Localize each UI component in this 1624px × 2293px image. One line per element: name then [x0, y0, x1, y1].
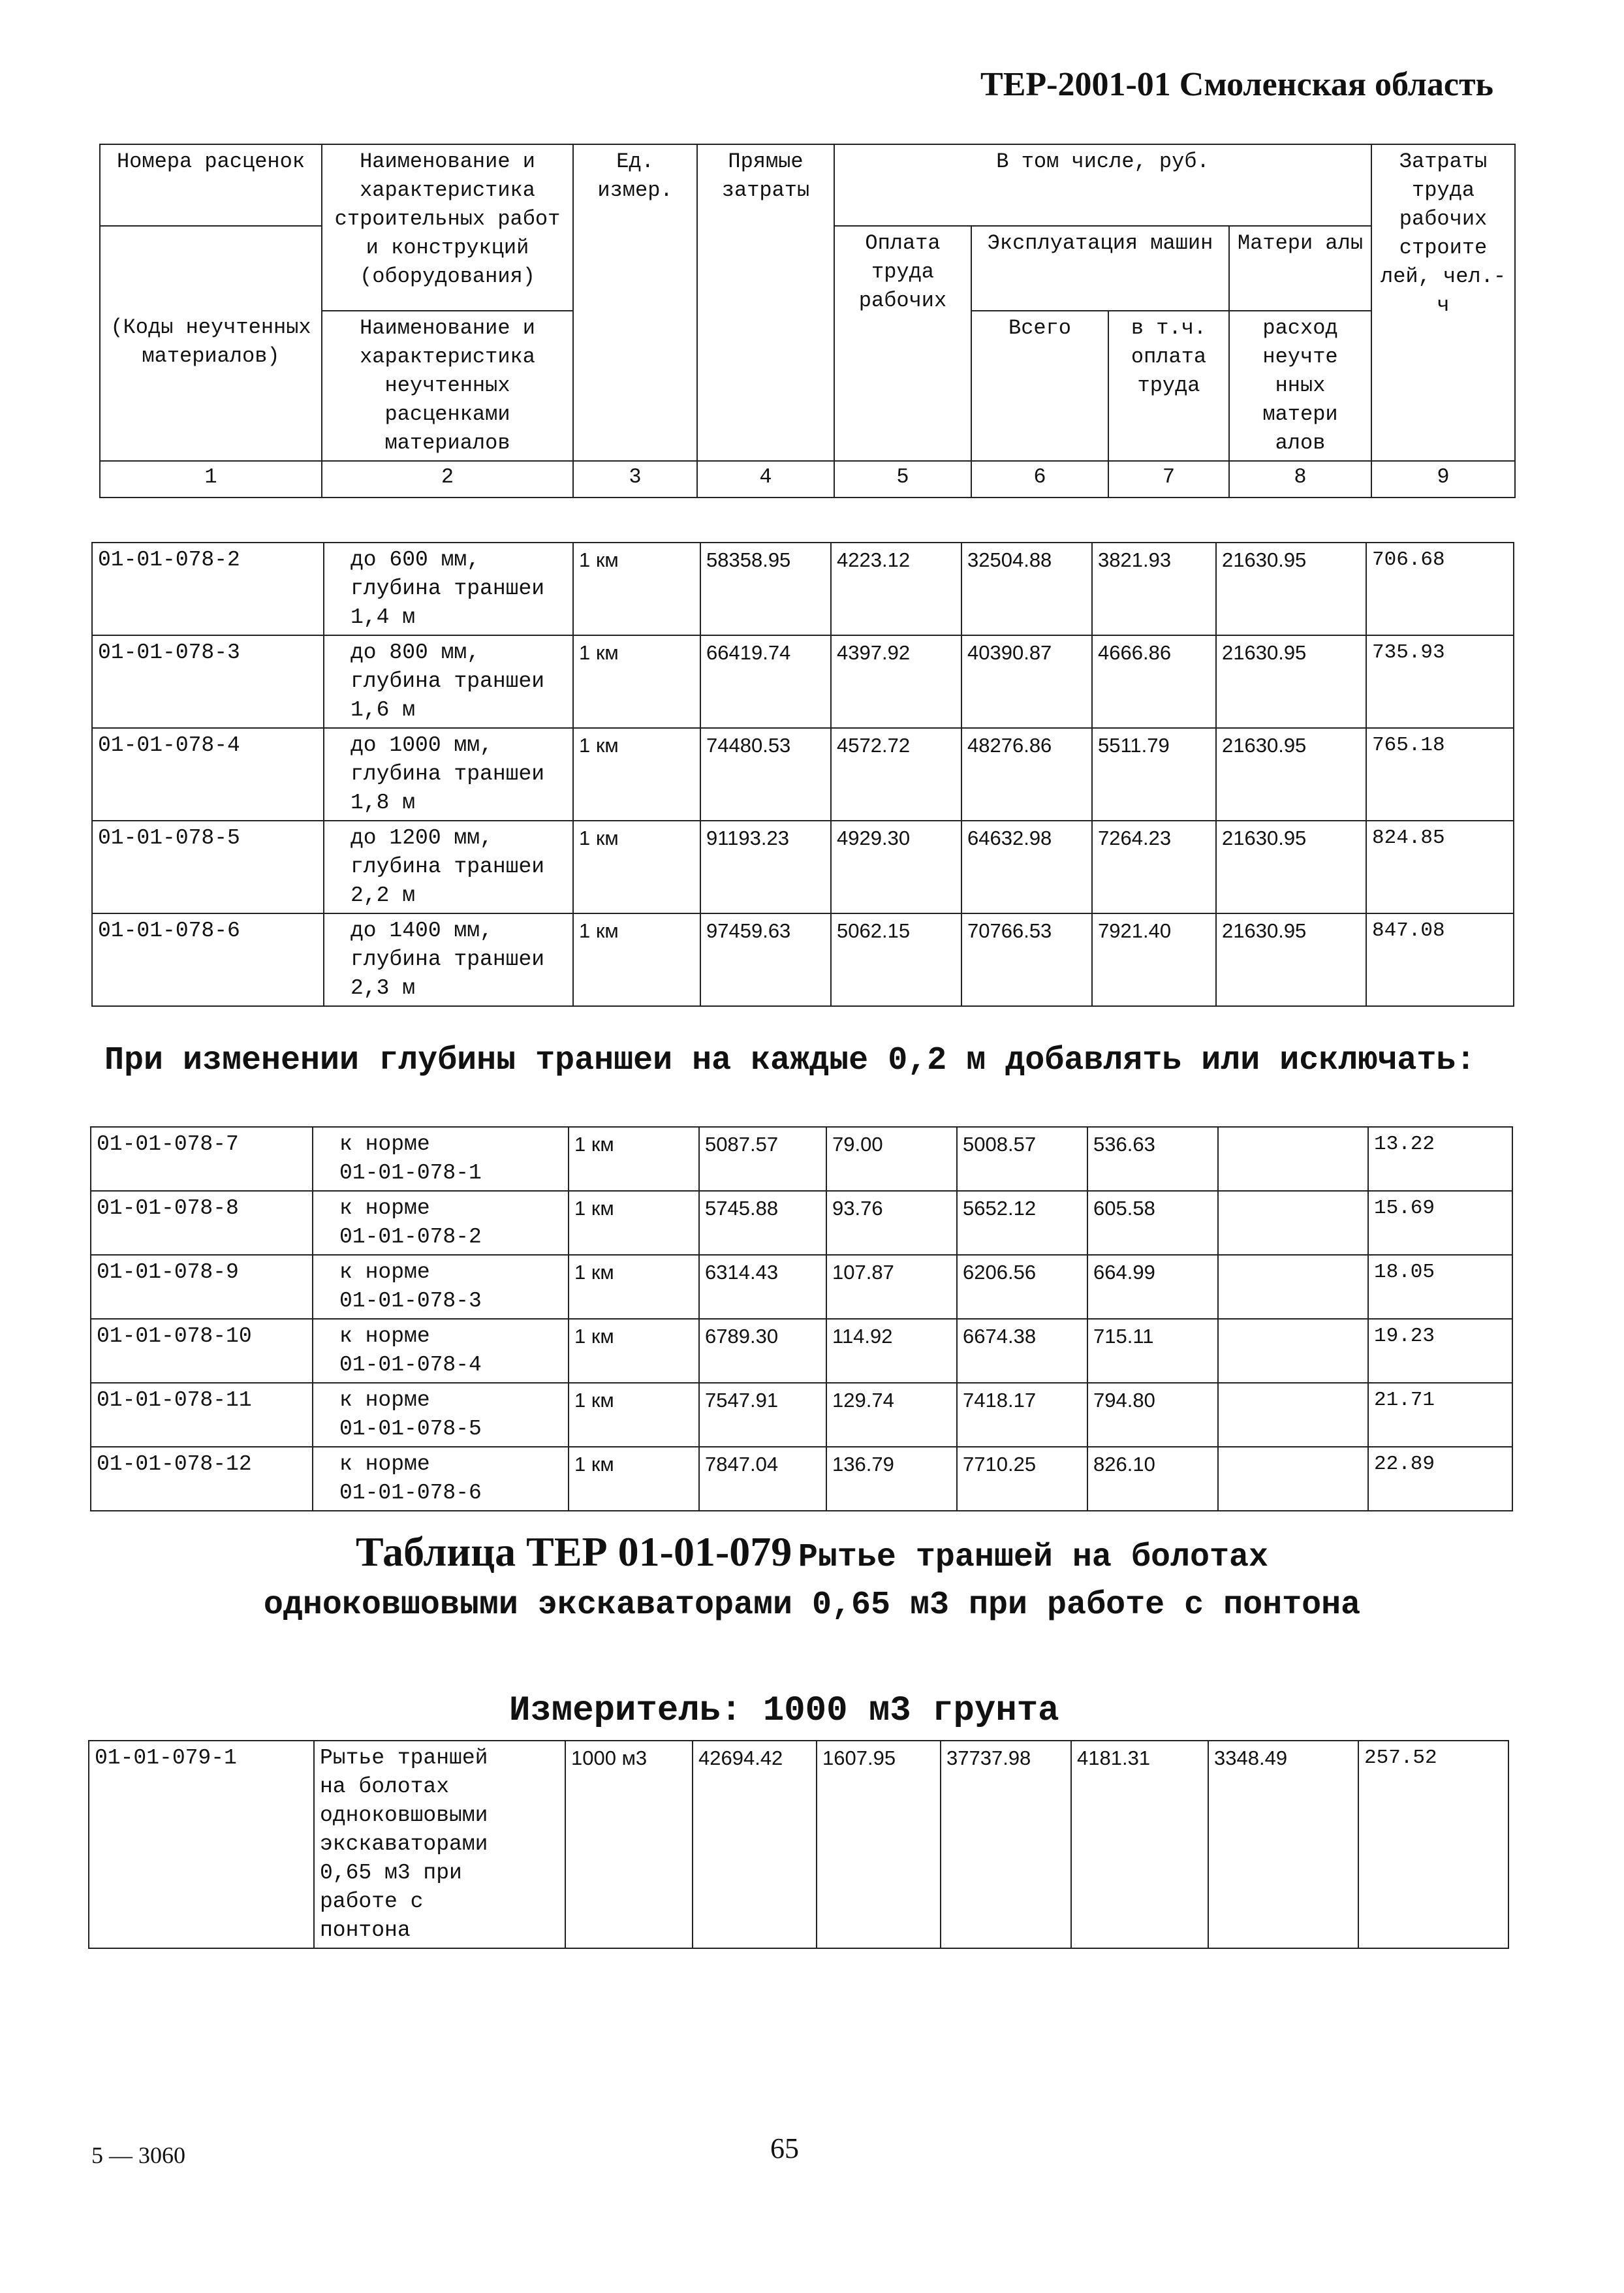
table-rates-079: [88, 1740, 1509, 1949]
cell-unit: 1 км: [569, 1191, 699, 1255]
cell-hours: 19.23: [1368, 1319, 1512, 1383]
cell-labor: 114.92: [826, 1319, 957, 1383]
cell-labor: 129.74: [826, 1383, 957, 1447]
cell-mach-labor: 536.63: [1087, 1127, 1218, 1191]
cell-mat: [1218, 1447, 1368, 1511]
cell-mach: 5008.57: [957, 1127, 1087, 1191]
cell-hours: 15.69: [1368, 1191, 1512, 1255]
cell-labor: 4572.72: [831, 728, 961, 821]
col-number: 9: [1371, 461, 1515, 498]
col-codes-header: Номера расценок: [100, 144, 322, 226]
cell-code: 01-01-078-3: [92, 635, 324, 728]
cell-mach-labor: 5511.79: [1092, 728, 1216, 821]
cell-unit: 1 км: [569, 1383, 699, 1447]
col-materials-header: Матери алы: [1229, 226, 1371, 311]
cell-desc: до 1000 мм, глубина траншеи 1,8 м: [324, 728, 573, 821]
cell-desc: Рытье траншей на болотах одноковшовыми экскаваторами 0,65 м3 при работе с понтона: [314, 1741, 565, 1948]
cell-direct: 91193.23: [700, 821, 831, 913]
col-unaccounted-usage-header: расход неучте нных матери алов: [1229, 311, 1371, 461]
col-number: 3: [573, 461, 697, 498]
cell-mach: 6674.38: [957, 1319, 1087, 1383]
cell-unit: 1 км: [569, 1255, 699, 1319]
cell-direct: 5087.57: [699, 1127, 826, 1191]
table-row: [91, 1191, 1512, 1255]
cell-desc: к норме 01-01-078-4: [313, 1319, 569, 1383]
cell-hours: 18.05: [1368, 1255, 1512, 1319]
cell-unit: 1 км: [569, 1319, 699, 1383]
cell-direct: 6789.30: [699, 1319, 826, 1383]
cell-unit: 1 км: [573, 913, 700, 1006]
table-row: [92, 543, 1514, 635]
cell-mach-labor: 7921.40: [1092, 913, 1216, 1006]
cell-code: 01-01-078-11: [91, 1383, 313, 1447]
cell-mach: 70766.53: [961, 913, 1092, 1006]
table-rates-078-a: [91, 542, 1514, 1007]
cell-mach-labor: 794.80: [1087, 1383, 1218, 1447]
cell-desc: до 800 мм, глубина траншеи 1,6 м: [324, 635, 573, 728]
cell-labor: 4223.12: [831, 543, 961, 635]
cell-labor: 79.00: [826, 1127, 957, 1191]
table-079-measure: Измеритель: 1000 м3 грунта: [509, 1691, 1059, 1731]
col-number: 6: [971, 461, 1108, 498]
cell-unit: 1 км: [573, 821, 700, 913]
table-079-title-line2: одноковшовыми экскаваторами 0,65 м3 при работе с понтона: [263, 1587, 1361, 1624]
cell-mach: 40390.87: [961, 635, 1092, 728]
cell-mach: 64632.98: [961, 821, 1092, 913]
cell-desc: к норме 01-01-078-6: [313, 1447, 569, 1511]
cell-code: 01-01-078-10: [91, 1319, 313, 1383]
cell-mach-labor: 7264.23: [1092, 821, 1216, 913]
cell-labor: 136.79: [826, 1447, 957, 1511]
cell-code: 01-01-078-5: [92, 821, 324, 913]
table-row: [91, 1383, 1512, 1447]
section-note: При изменении глубины траншеи на каждые 0,2 м добавлять или исключать:: [104, 1042, 1476, 1079]
table-row: [92, 728, 1514, 821]
col-machines-total-header: Всего: [971, 311, 1108, 461]
cell-direct: 5745.88: [699, 1191, 826, 1255]
col-number: 8: [1229, 461, 1371, 498]
table-row: [92, 913, 1514, 1006]
col-unaccounted-codes-header: (Коды неучтенных материалов): [100, 311, 322, 461]
page-number: 65: [770, 2132, 799, 2164]
cell-mach-labor: 664.99: [1087, 1255, 1218, 1319]
cell-direct: 58358.95: [700, 543, 831, 635]
cell-code: 01-01-079-1: [89, 1741, 314, 1948]
cell-desc: до 1400 мм, глубина траншеи 2,3 м: [324, 913, 573, 1006]
cell-mat: [1218, 1127, 1368, 1191]
cell-mat: [1218, 1191, 1368, 1255]
cell-mach: 5652.12: [957, 1191, 1087, 1255]
cell-hours: 847.08: [1366, 913, 1514, 1006]
col-number: 2: [322, 461, 573, 498]
cell-mach-labor: 605.58: [1087, 1191, 1218, 1255]
table-079-number: Таблица ТЕР 01-01-079: [356, 1528, 792, 1575]
table-079-title: [0, 1528, 1624, 1576]
cell-hours: 824.85: [1366, 821, 1514, 913]
cell-mach: 7710.25: [957, 1447, 1087, 1511]
cell-mat: [1218, 1255, 1368, 1319]
cell-hours: 765.18: [1366, 728, 1514, 821]
cell-labor: 4397.92: [831, 635, 961, 728]
cell-direct: 74480.53: [700, 728, 831, 821]
cell-mat: 21630.95: [1216, 543, 1366, 635]
table-row: [91, 1447, 1512, 1511]
col-direct-header: Прямые затраты: [697, 144, 834, 461]
col-machines-header: Эксплуатация машин: [971, 226, 1229, 311]
cell-code: 01-01-078-7: [91, 1127, 313, 1191]
cell-direct: 66419.74: [700, 635, 831, 728]
cell-mach-labor: 4181.31: [1071, 1741, 1208, 1948]
cell-code: 01-01-078-9: [91, 1255, 313, 1319]
cell-mach-labor: 715.11: [1087, 1319, 1218, 1383]
col-name-header: Наименование и характеристика строительных работ и конструкций (оборудования): [322, 144, 573, 311]
cell-code: 01-01-078-12: [91, 1447, 313, 1511]
table-row: [91, 1319, 1512, 1383]
cell-mach: 37737.98: [941, 1741, 1071, 1948]
cell-desc: до 600 мм, глубина траншеи 1,4 м: [324, 543, 573, 635]
col-codes-spacer: [100, 226, 322, 311]
cell-direct: 7547.91: [699, 1383, 826, 1447]
cell-hours: 735.93: [1366, 635, 1514, 728]
cell-unit: 1 км: [569, 1127, 699, 1191]
cell-direct: 6314.43: [699, 1255, 826, 1319]
cell-unit: 1 км: [573, 728, 700, 821]
cell-code: 01-01-078-6: [92, 913, 324, 1006]
cell-labor: 5062.15: [831, 913, 961, 1006]
cell-hours: 21.71: [1368, 1383, 1512, 1447]
cell-mat: 21630.95: [1216, 913, 1366, 1006]
col-machines-labor-header: в т.ч. оплата труда: [1108, 311, 1229, 461]
cell-mach-labor: 3821.93: [1092, 543, 1216, 635]
cell-mat: [1218, 1319, 1368, 1383]
cell-mat: 3348.49: [1208, 1741, 1358, 1948]
cell-labor: 107.87: [826, 1255, 957, 1319]
table-header: [99, 144, 1516, 498]
cell-desc: к норме 01-01-078-1: [313, 1127, 569, 1191]
col-number: 4: [697, 461, 834, 498]
col-unaccounted-name-header: Наименование и характеристика неучтенных расценками материалов: [322, 311, 573, 461]
table-079-title-line1: Рытье траншей на болотах: [798, 1539, 1268, 1576]
cell-unit: 1 км: [573, 543, 700, 635]
cell-unit: 1000 м3: [565, 1741, 693, 1948]
cell-desc: до 1200 мм, глубина траншеи 2,2 м: [324, 821, 573, 913]
page-header-title: ТЕР-2001-01 Смоленская область: [980, 66, 1493, 103]
cell-mach: 32504.88: [961, 543, 1092, 635]
cell-mat: [1218, 1383, 1368, 1447]
cell-unit: 1 км: [573, 635, 700, 728]
cell-hours: 257.52: [1358, 1741, 1508, 1948]
cell-mach: 6206.56: [957, 1255, 1087, 1319]
cell-mach-labor: 826.10: [1087, 1447, 1218, 1511]
col-number: 5: [834, 461, 971, 498]
footer-print-code: 5 — 3060: [91, 2142, 185, 2168]
table-row: [92, 821, 1514, 913]
cell-desc: к норме 01-01-078-2: [313, 1191, 569, 1255]
col-number: 1: [100, 461, 322, 498]
cell-hours: 706.68: [1366, 543, 1514, 635]
col-unit-header: Ед. измер.: [573, 144, 697, 461]
cell-hours: 13.22: [1368, 1127, 1512, 1191]
table-row: [91, 1255, 1512, 1319]
cell-mat: 21630.95: [1216, 728, 1366, 821]
cell-desc: к норме 01-01-078-3: [313, 1255, 569, 1319]
cell-labor: 4929.30: [831, 821, 961, 913]
col-number: 7: [1108, 461, 1229, 498]
cell-mat: 21630.95: [1216, 635, 1366, 728]
cell-mach-labor: 4666.86: [1092, 635, 1216, 728]
cell-unit: 1 км: [569, 1447, 699, 1511]
cell-mat: 21630.95: [1216, 821, 1366, 913]
cell-code: 01-01-078-2: [92, 543, 324, 635]
cell-code: 01-01-078-8: [91, 1191, 313, 1255]
cell-direct: 42694.42: [693, 1741, 817, 1948]
table-row: [89, 1741, 1508, 1948]
cell-labor: 93.76: [826, 1191, 957, 1255]
table-rates-078-b: [90, 1126, 1513, 1511]
col-labor-header: Оплата труда рабочих: [834, 226, 971, 461]
cell-direct: 7847.04: [699, 1447, 826, 1511]
cell-desc: к норме 01-01-078-5: [313, 1383, 569, 1447]
cell-code: 01-01-078-4: [92, 728, 324, 821]
cell-labor: 1607.95: [817, 1741, 941, 1948]
table-row: [92, 635, 1514, 728]
table-row: [91, 1127, 1512, 1191]
cell-mach: 7418.17: [957, 1383, 1087, 1447]
cell-direct: 97459.63: [700, 913, 831, 1006]
cell-hours: 22.89: [1368, 1447, 1512, 1511]
col-hours-header: Затраты труда рабочих строите лей, чел.-ч: [1371, 144, 1515, 461]
col-group-header: В том числе, руб.: [834, 144, 1371, 226]
cell-mach: 48276.86: [961, 728, 1092, 821]
